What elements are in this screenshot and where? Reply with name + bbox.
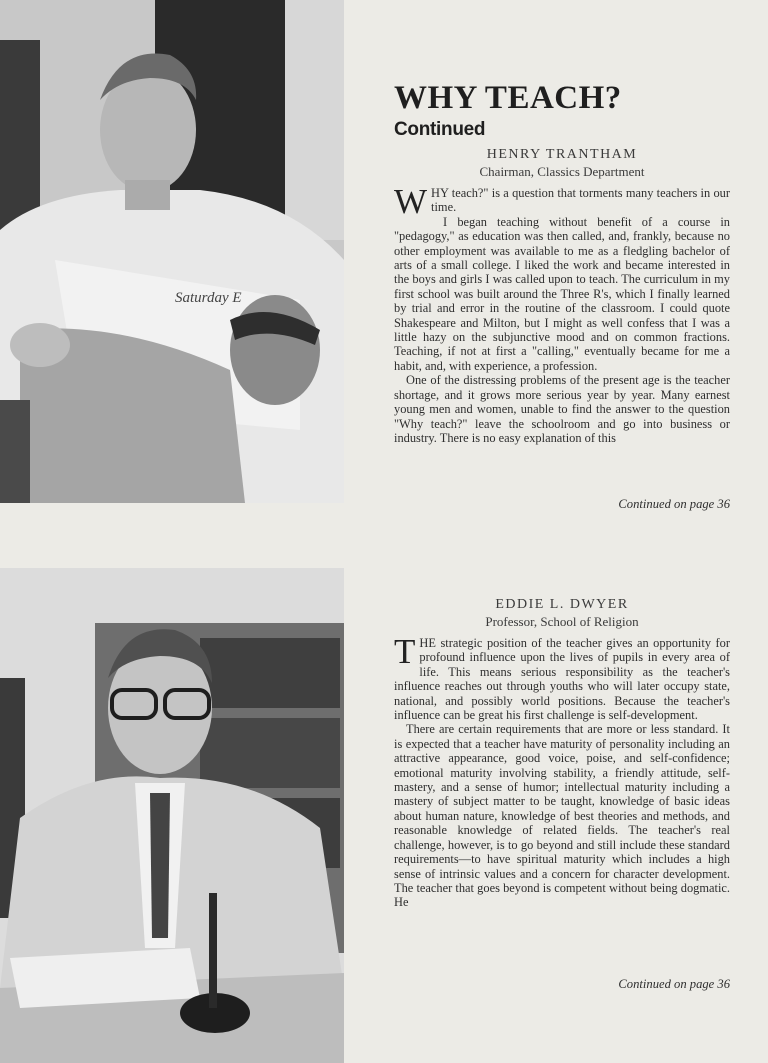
author-role: Chairman, Classics Department xyxy=(479,164,645,179)
article-paragraph: WHY teach?" is a question that torments many teachers in our time. xyxy=(394,182,730,221)
photo-henry-trantham xyxy=(0,0,344,503)
page-title: WHY TEACH? xyxy=(394,80,622,116)
byline-dwyer xyxy=(394,596,730,630)
author-name: EDDIE L. DWYER xyxy=(495,597,629,612)
continued-note: Continued on page 36 xyxy=(618,497,730,511)
page-subtitle: Continued xyxy=(394,119,486,140)
article-dwyer xyxy=(394,632,730,910)
photo-eddie-dwyer xyxy=(0,568,344,1063)
author-role: Professor, School of Religion xyxy=(485,614,639,629)
article-trantham xyxy=(394,182,730,445)
drop-cap: W xyxy=(394,182,428,221)
continued-note: Continued on page 36 xyxy=(618,977,730,991)
drop-cap: T xyxy=(394,632,416,671)
article-paragraph: One of the distressing problems of the present age is the teacher shortage, and it grows more serious year by year. Many earnest young men and women, unable to find the answer to the question "Why teach?" leave the schoolroom and go into business or industry. There is no easy explanation of this xyxy=(394,373,730,445)
article-paragraph: I began teaching without benefit of a course in "pedagogy," as education was then called, and, frankly, because no other employment was available to me as a fledgling bachelor of arts of a small college. I liked the work and became interested in the boys and girls I was called upon to teach. The curriculum in my first school was built around the Three R's, which I finally learned by trial and error in the routine of the classroom. I could quote Shakespeare and Milton, but I might as well confess that I was a little hazy on the subjunctive mood and on common fractions. Teaching, if not at first a "calling," eventually became for me a habit, and, with experience, a profession. xyxy=(394,214,730,373)
author-name: HENRY TRANTHAM xyxy=(486,147,638,162)
article-paragraph: THE strategic position of the teacher gives an opportunity for profound influence upon the lives of pupils in every area of life. This means serious responsibility as the teacher's influence reaches out through youths who will later occupy state, national, and possibly world positions. Because the teacher's influence can be great his first challenge is self-development. xyxy=(394,632,730,723)
photo-illustration-top xyxy=(0,0,344,503)
magazine-title-text: Saturday E xyxy=(175,290,242,306)
photo-illustration-bottom xyxy=(0,568,344,1063)
article-paragraph: There are certain requirements that are more or less standard. It is expected that a teacher have maturity of personality including an attractive appearance, good voice, poise, and self-confidence; emotional maturity involving stability, a friendly attitude, self-mastery, and a sense of humor; intellectual maturity including a mastery of subject matter to be taught, knowledge of basic ideas about human nature, knowledge of best theories and methods, and reasonable knowledge of related fields. The teacher's real challenge, however, is to go beyond and still include these standard requirements—to have spiritual maturity which includes a high sense of intrinsic values and a concern for character development. The teacher that goes beyond is competent without being dogmatic. He xyxy=(394,722,730,910)
byline-trantham xyxy=(394,146,730,180)
